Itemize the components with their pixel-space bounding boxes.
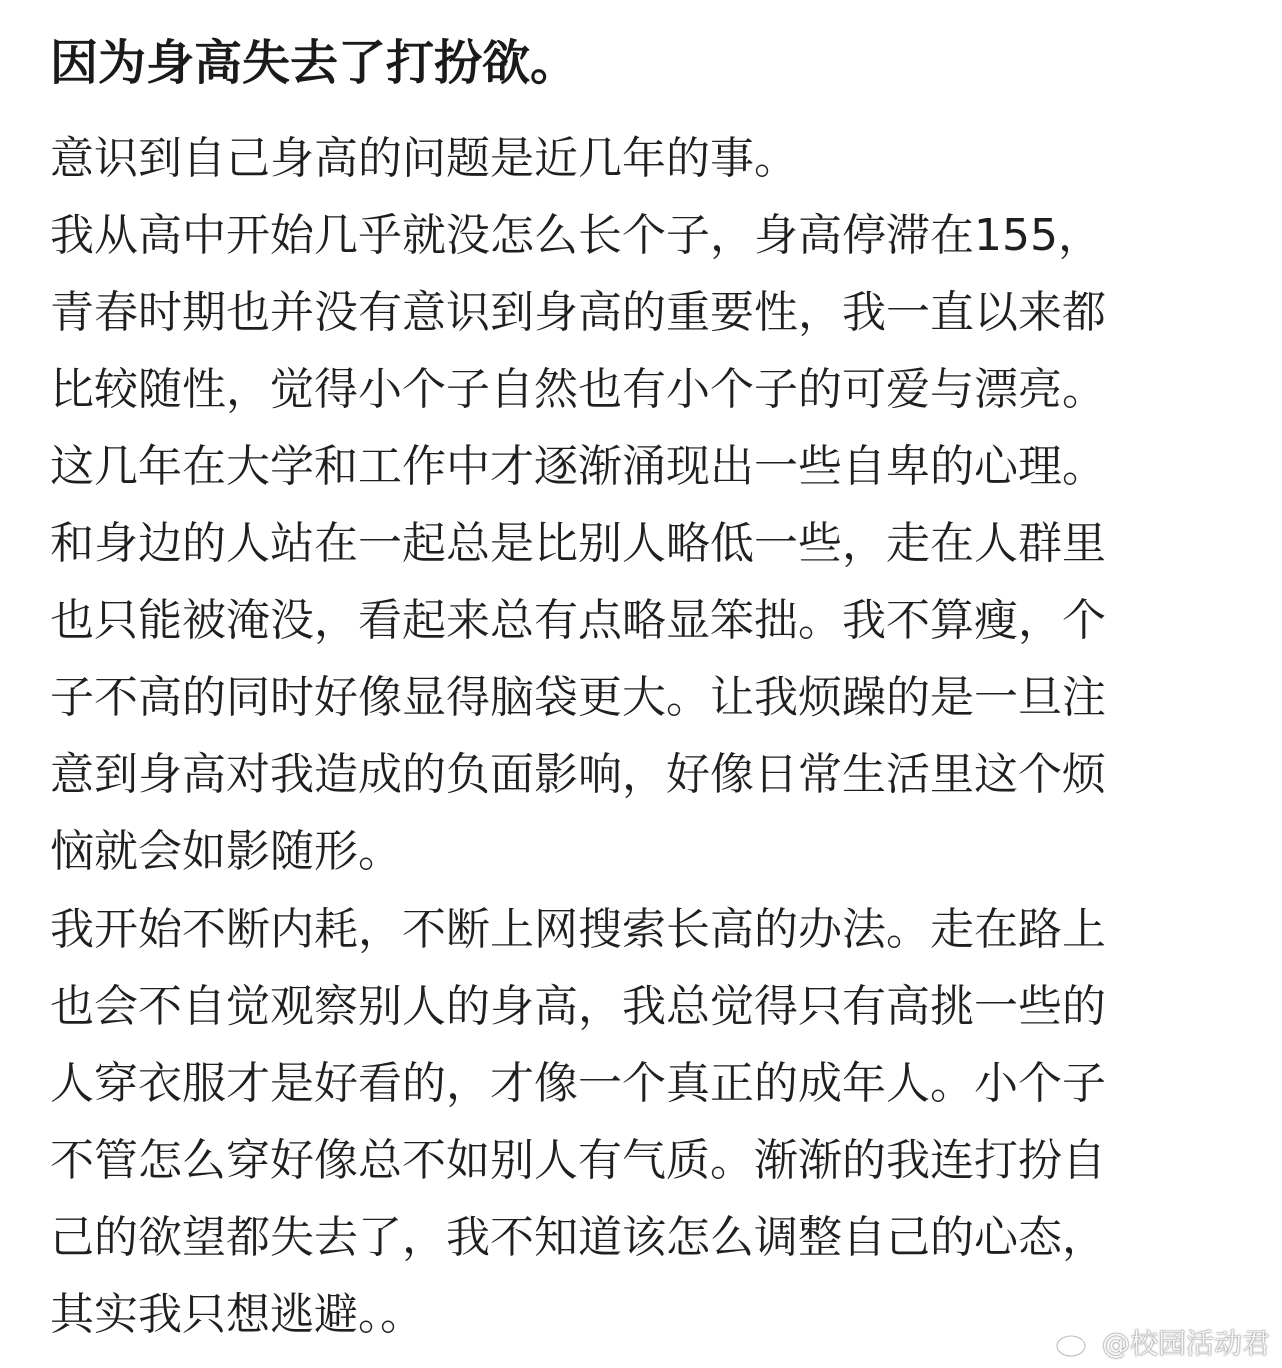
post-line: 比较随性，觉得小个子自然也有小个子的可爱与漂亮。	[50, 364, 1106, 415]
post-line: 我开始不断内耗，不断上网搜索长高的办法。走在路上	[50, 904, 1106, 955]
post-line: 这几年在大学和工作中才逐渐涌现出一些自卑的心理。	[50, 441, 1106, 492]
post-line: 不管怎么穿好像总不如别人有气质。渐渐的我连打扮自	[50, 1135, 1106, 1186]
post-line: 子不高的同时好像显得脑袋更大。让我烦躁的是一旦注	[50, 672, 1106, 723]
post-line: 其实我只想逃避。。	[50, 1289, 424, 1340]
post-line: 己的欲望都失去了，我不知道该怎么调整自己的心态，	[50, 1212, 1106, 1263]
post-title: 因为身高失去了打扮欲。	[50, 35, 579, 91]
post-line: 意识到自己身高的问题是近几年的事。	[50, 133, 798, 184]
watermark	[1054, 1322, 1270, 1362]
post-line: 也会不自觉观察别人的身高，我总觉得只有高挑一些的	[50, 981, 1106, 1032]
post-line: 青春时期也并没有意识到身高的重要性，我一直以来都	[50, 287, 1106, 338]
post-line: 恼就会如影随形。	[50, 826, 402, 877]
post-line: 人穿衣服才是好看的，才像一个真正的成年人。小个子	[50, 1058, 1106, 1109]
post-line: 也只能被淹没，看起来总有点略显笨拙。我不算瘦，个	[50, 595, 1106, 646]
post-line: 意到身高对我造成的负面影响，好像日常生活里这个烦	[50, 749, 1106, 800]
post-line: 我从高中开始几乎就没怎么长个子，身高停滞在155，	[50, 210, 1102, 261]
post-line: 和身边的人站在一起总是比别人略低一些，走在人群里	[50, 518, 1106, 569]
watermark-text: @校园活动君	[1101, 1327, 1270, 1360]
weibo-logo-icon	[1054, 1325, 1094, 1359]
